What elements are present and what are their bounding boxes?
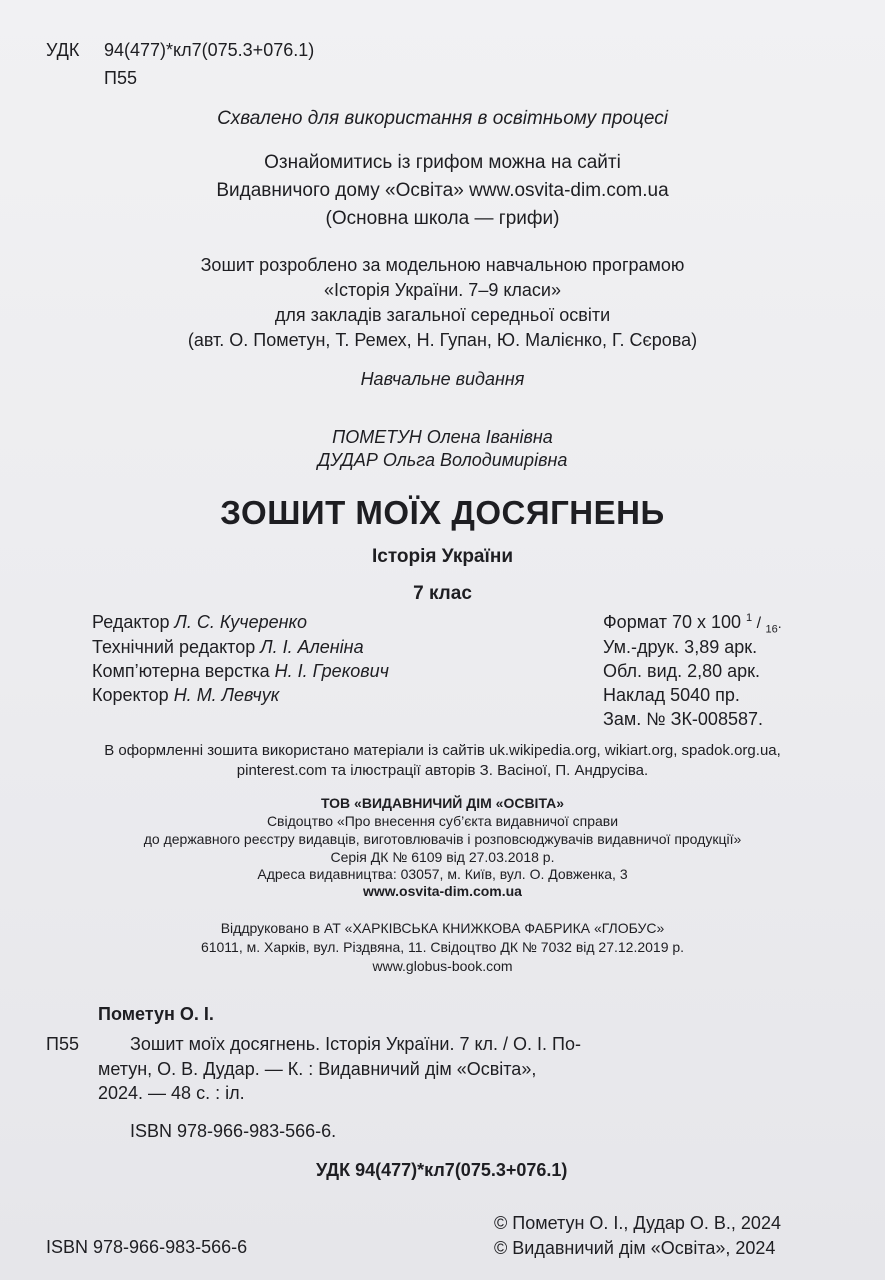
printer-line: Віддруковано в АТ «ХАРКІВСЬКА КНИЖКОВА ФАБРИКА «ГЛОБУС» [220, 920, 665, 936]
catalog-line: 2024. — 48 с. : іл. [98, 1083, 245, 1103]
catalog-isbn: ISBN 978-966-983-566-6. [130, 1121, 337, 1141]
credit-role: Комп’ютерна верстка [92, 661, 270, 681]
printer-address: 61011, м. Харків, вул. Різдвяна, 11. Свідоцтво ДК № 7032 від 27.12.2019 р. [200, 939, 685, 955]
approval-line: Схвалено для використання в освітньому процесі [217, 108, 668, 129]
udk-code: 94(477)*кл7(075.3+076.1) [104, 40, 315, 60]
credit-role: Редактор [92, 612, 170, 632]
catalog-line: метун, О. В. Дудар. — К. : Видавничий дім «Освіта», [98, 1059, 537, 1079]
footer-isbn: ISBN 978-966-983-566-6 [46, 1237, 248, 1257]
publisher-cert: до державного реєстру видавців, виготовлювачів і розповсюджувачів видавничої продукції» [143, 831, 742, 847]
publisher-website: www.osvita-dim.com.ua [363, 883, 522, 899]
author-2: ДУДАР Ольга Володимирівна [317, 450, 568, 470]
illustrations-line: pinterest.com та ілюстрації авторів З. Васіної, П. Андрусіва. [236, 762, 649, 779]
publisher-address: Адреса видавництва: 03057, м. Київ, вул. О. Довженка, 3 [257, 866, 628, 882]
spec-format-label: Формат 70 х 100 [603, 612, 741, 632]
credit-tech-editor [92, 637, 364, 658]
catalog-heading: Пометун О. І. [98, 1004, 214, 1024]
book-grade: 7 клас [413, 583, 472, 604]
spec-publish-sheets: Обл. вид. 2,80 арк. [603, 661, 761, 681]
program-audience: для закладів загальної середньої освіти [274, 305, 611, 325]
book-subject: Історія України [371, 546, 514, 567]
program-authors: (авт. О. Пометун, Т. Ремех, Н. Гупан, Ю. Малієнко, Г. Сєрова) [187, 330, 698, 350]
credit-role: Коректор [92, 685, 169, 705]
credit-name: Н. І. Грекович [274, 661, 389, 681]
approval-info-line: Ознайомитись із грифом можна на сайті [264, 152, 621, 173]
approval-site-line: Видавничого дому «Освіта» www.osvita-dim.com.ua [216, 180, 669, 201]
illustrations-line: В оформленні зошита використано матеріали із сайтів uk.wikipedia.org, wikiart.org, spadok.org.ua, [104, 742, 781, 759]
credit-editor [92, 612, 307, 633]
publisher-cert-series: Серія ДК № 6109 від 27.03.2018 р. [330, 849, 555, 865]
spec-format-end: . [777, 615, 782, 631]
spec-format-num: 1 [746, 612, 753, 624]
bbk-code: П55 [104, 68, 137, 88]
spec-format: Формат 70 х 100 $^1$ / $_{16}$. [603, 612, 782, 636]
credit-name: Л. І. Аленіна [260, 637, 364, 657]
spec-order: Зам. № ЗК-008587. [603, 709, 763, 729]
program-title: «Історія України. 7–9 класи» [323, 280, 562, 300]
author-1: ПОМЕТУН Олена Іванівна [332, 427, 553, 447]
spec-print-sheets: Ум.-друк. 3,89 арк. [603, 637, 758, 657]
book-title: ЗОШИТ МОЇХ ДОСЯГНЕНЬ [220, 494, 665, 531]
edition-type: Навчальне видання [360, 369, 525, 389]
catalog-udk: УДК 94(477)*кл7(075.3+076.1) [316, 1160, 568, 1180]
credit-layout [92, 661, 389, 682]
program-line: Зошит розроблено за модельною навчальною програмою [200, 255, 685, 275]
credit-proofreader [92, 685, 279, 706]
printer-website: www.globus-book.com [372, 958, 513, 974]
credit-name: Л. С. Кучеренко [174, 612, 308, 632]
spec-run: Наклад 5040 пр. [603, 685, 740, 705]
publisher-cert: Свідоцтво «Про внесення суб’єкта видавничої справи [266, 813, 619, 829]
spec-format-den: 16 [765, 623, 778, 636]
catalog-line: Зошит моїх досягнень. Історія України. 7 кл. / О. І. По- [130, 1034, 581, 1054]
publisher-name: ТОВ «ВИДАВНИЧИЙ ДІМ «ОСВІТА» [320, 795, 565, 811]
copyright-publisher: © Видавничий дім «Освіта», 2024 [494, 1238, 776, 1258]
catalog-code: П55 [46, 1034, 79, 1054]
credit-role: Технічний редактор [92, 637, 256, 657]
udk-label: УДК [46, 40, 80, 60]
approval-section-line: (Основна школа — грифи) [325, 208, 560, 229]
credit-name: Н. М. Левчук [173, 685, 280, 705]
copyright-authors: © Пометун О. І., Дудар О. В., 2024 [494, 1213, 781, 1233]
